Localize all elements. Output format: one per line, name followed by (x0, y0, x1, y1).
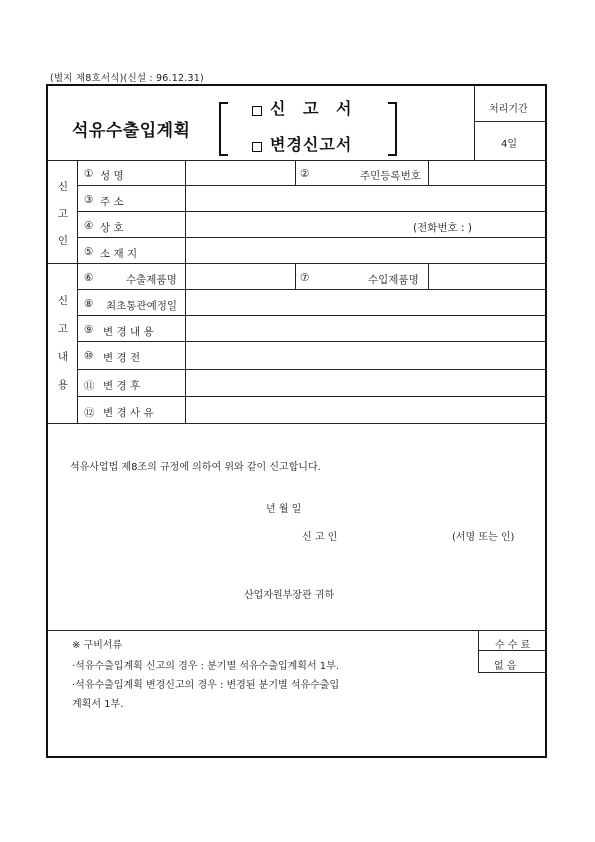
change-report-checkbox[interactable] (252, 142, 262, 152)
required-document-2-line-1: ·석유수출입계획 변경신고의 경우 : 변경된 분기별 석유수출입 (72, 680, 340, 691)
row-number-11: ⑪ (84, 380, 95, 392)
applicant-section-char-2: 고 (57, 208, 69, 220)
applicant-section-char-3: 인 (57, 235, 69, 247)
option-change-report[interactable]: 변경신고서 (252, 132, 352, 155)
after-change-field[interactable] (187, 371, 545, 393)
name-field[interactable] (187, 162, 293, 183)
trade-name-label: 상 호 (100, 222, 124, 234)
signature-label[interactable]: (서명 또는 인) (452, 532, 515, 543)
export-product-label: 수출제품명 (126, 274, 177, 286)
address-field[interactable] (187, 187, 545, 209)
processing-period-value: 4일 (501, 139, 518, 150)
row-number-12: ⑫ (84, 407, 95, 419)
applicant-section-char-1: 신 (57, 181, 69, 193)
option-report[interactable]: 신 고 서 (252, 96, 358, 119)
content-section-char-1: 신 (57, 295, 69, 307)
report-checkbox[interactable] (252, 106, 262, 116)
recipient-label: 산업자원부장관 귀하 (244, 590, 335, 601)
row-number-4: ④ (84, 220, 94, 232)
location-label: 소 재 지 (100, 248, 138, 260)
import-product-label: 수입제품명 (368, 274, 419, 286)
name-label: 성 명 (100, 170, 124, 182)
before-change-label: 변 경 전 (103, 352, 141, 364)
report-date: 년 월 일 (266, 504, 302, 515)
address-label: 주 소 (100, 196, 124, 208)
trade-name-field[interactable] (187, 213, 407, 235)
required-documents-title: ※ 구비서류 (72, 640, 123, 651)
change-reason-field[interactable] (187, 398, 545, 420)
import-product-field[interactable] (430, 265, 544, 287)
phone-number-label: (전화번호 : ) (413, 222, 472, 234)
row-number-6: ⑥ (84, 272, 94, 284)
right-bracket (388, 102, 397, 156)
customs-date-label: 최초통관예정일 (106, 300, 178, 312)
fee-value: 없 음 (494, 661, 517, 672)
resident-number-field[interactable] (430, 162, 544, 183)
required-document-2-line-2: 계획서 1부. (72, 699, 124, 710)
location-field[interactable] (187, 239, 545, 261)
processing-period-label: 처리기간 (489, 104, 528, 115)
form-number-label: (별지 제8호서식)(신설 : 96.12.31) (50, 73, 204, 84)
content-section-char-2: 고 (57, 323, 69, 335)
resident-number-label: 주민등록번호 (360, 170, 421, 182)
before-change-field[interactable] (187, 343, 545, 365)
row-number-9: ⑨ (84, 324, 94, 336)
form-title: 석유수출입계획 (72, 121, 191, 141)
row-number-1: ① (84, 168, 94, 180)
fee-label: 수 수 료 (495, 640, 531, 651)
row-number-7: ⑦ (300, 272, 310, 284)
required-document-1: ·석유수출입계획 신고의 경우 : 분기별 석유수출입계획서 1부. (72, 661, 340, 672)
row-number-2: ② (300, 168, 310, 180)
export-product-field[interactable] (187, 265, 293, 287)
content-section-char-3: 내 (57, 351, 69, 363)
change-reason-label: 변 경 사 유 (103, 407, 154, 419)
customs-date-field[interactable] (187, 291, 545, 313)
after-change-label: 변 경 후 (103, 380, 141, 392)
change-content-label: 변 경 내 용 (103, 326, 154, 338)
reporter-label: 신 고 인 (302, 532, 338, 543)
row-number-5: ⑤ (84, 246, 94, 258)
report-form (46, 84, 547, 758)
row-number-8: ⑧ (84, 298, 94, 310)
declaration-statement: 석유사업법 제8조의 규정에 의하여 위와 같이 신고합니다. (70, 462, 321, 473)
content-section-char-4: 용 (57, 379, 69, 391)
change-content-field[interactable] (187, 317, 545, 339)
left-bracket (219, 102, 228, 156)
row-number-3: ③ (84, 194, 94, 206)
row-number-10: ⑩ (84, 350, 94, 362)
